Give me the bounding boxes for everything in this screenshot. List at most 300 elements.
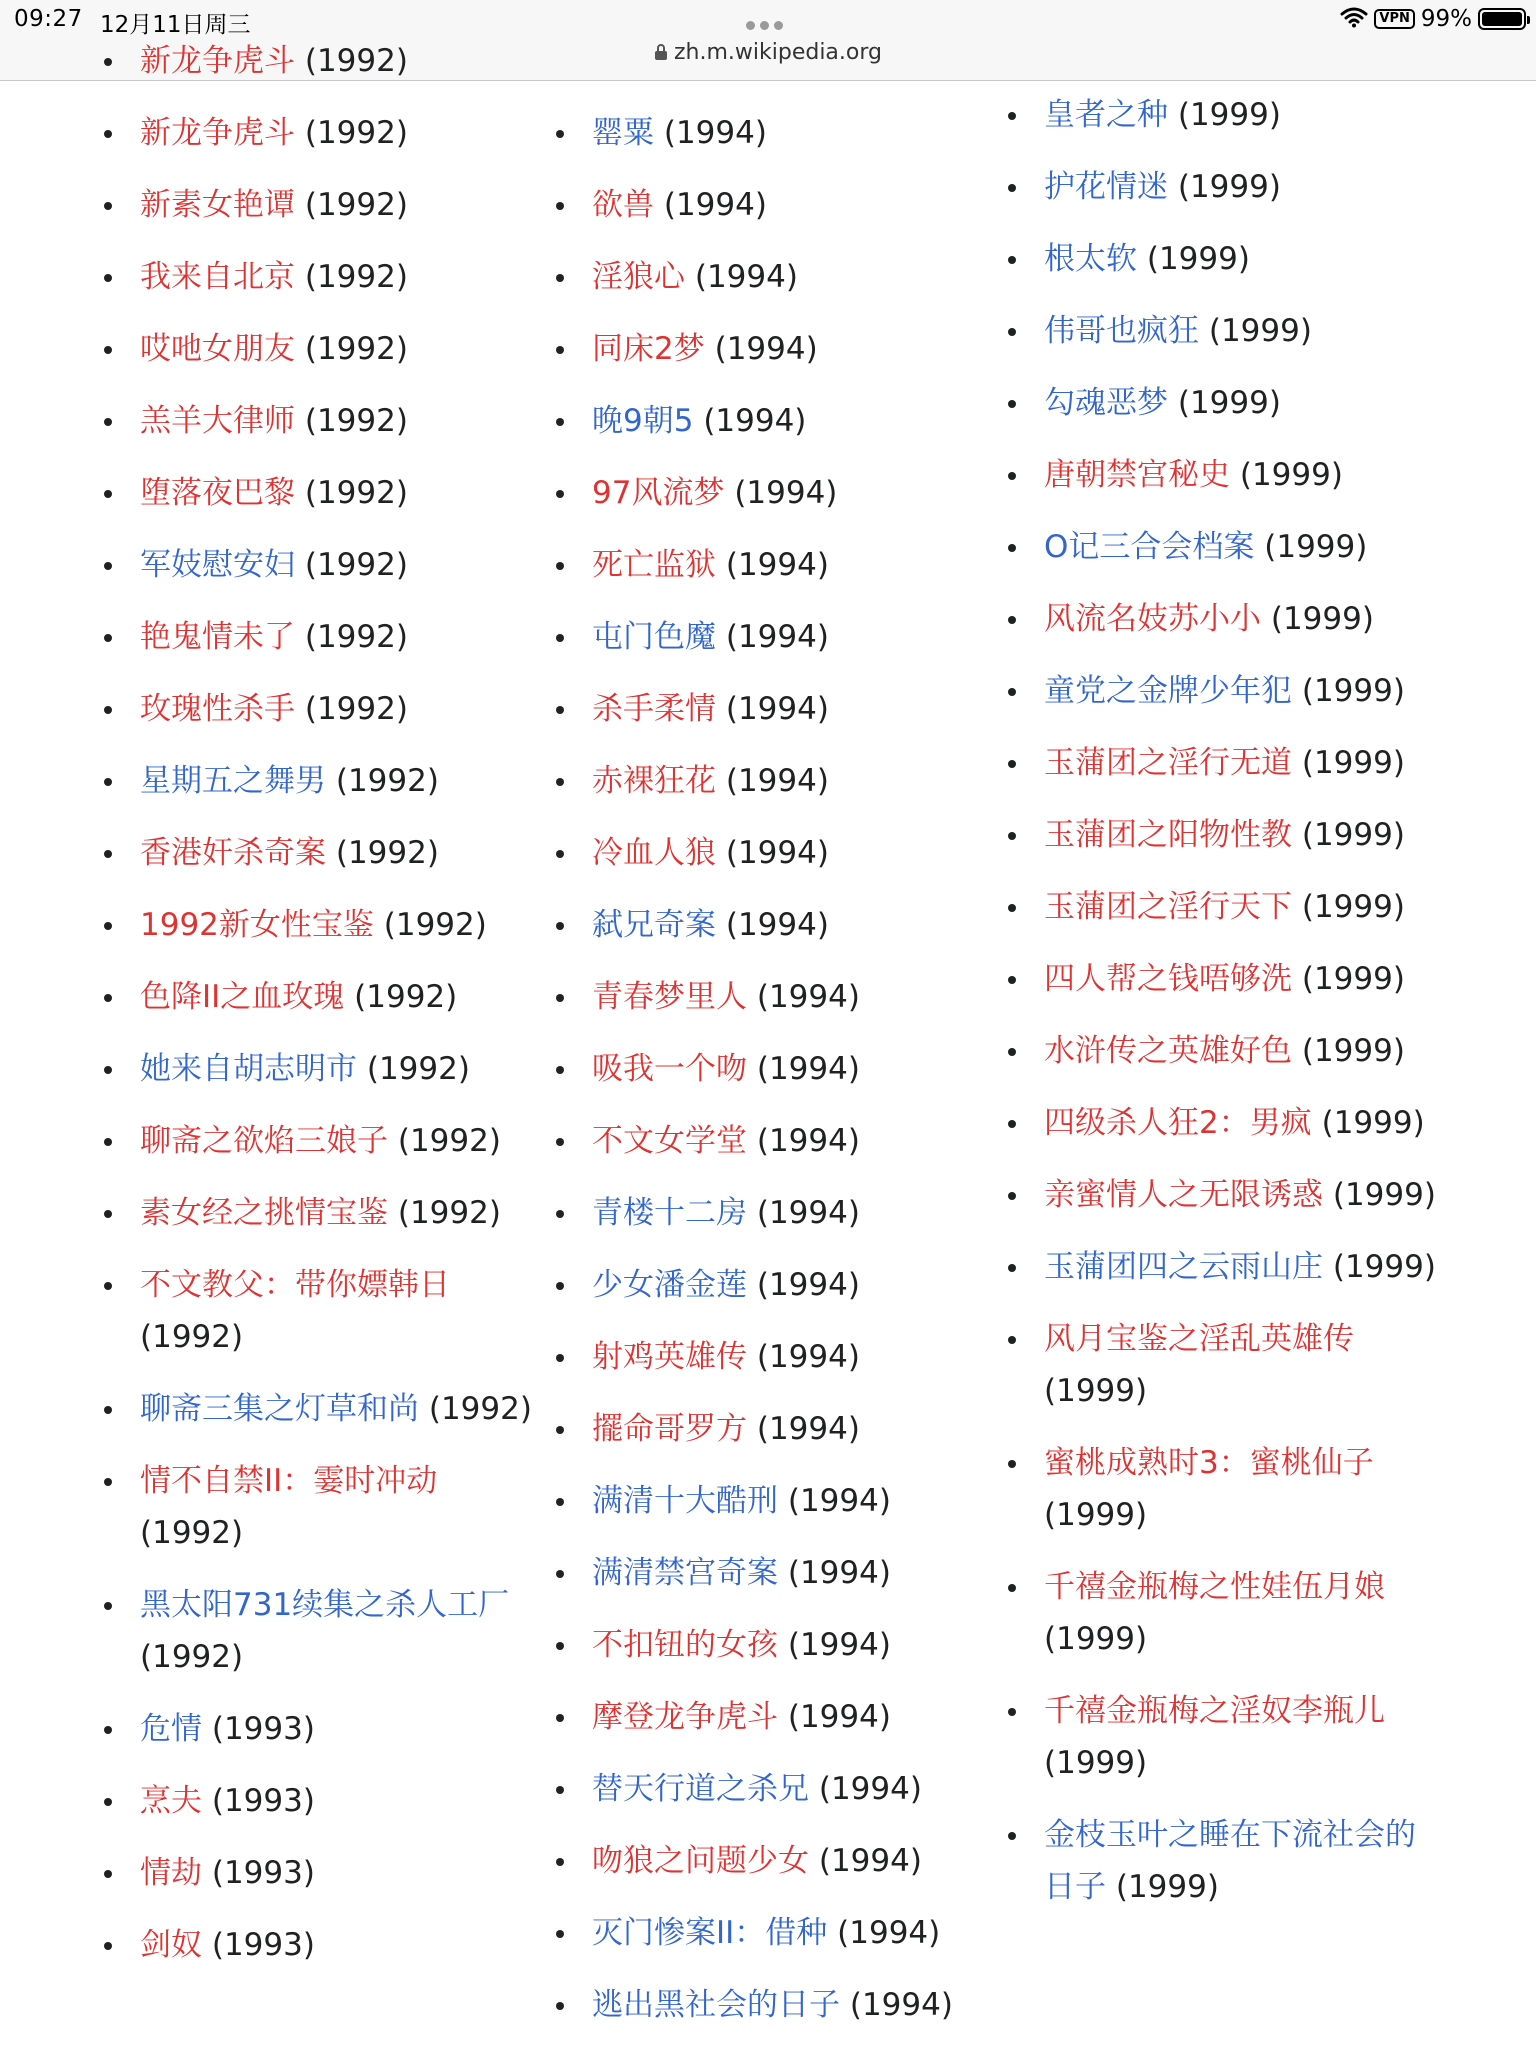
film-year: (1992) bbox=[304, 475, 408, 511]
film-year: (1992) bbox=[383, 907, 487, 943]
list-item bbox=[552, 611, 972, 663]
list-item bbox=[100, 467, 540, 519]
bullet-icon bbox=[104, 994, 112, 1002]
film-year: (1999) bbox=[1044, 1745, 1148, 1781]
film-link[interactable]: 情劫 bbox=[140, 1855, 202, 1891]
list-item bbox=[552, 1331, 972, 1383]
list-item bbox=[552, 467, 972, 519]
film-year: (1994) bbox=[725, 691, 829, 727]
list-item bbox=[1004, 593, 1444, 645]
list-item bbox=[1004, 305, 1444, 357]
film-link[interactable]: 烹夫 bbox=[140, 1783, 202, 1819]
bullet-icon bbox=[556, 706, 564, 714]
list-item bbox=[100, 179, 540, 231]
film-link[interactable]: 勾魂恶梦 bbox=[1044, 385, 1168, 421]
film-year: (1992) bbox=[335, 763, 439, 799]
list-item bbox=[100, 1383, 540, 1435]
film-link[interactable]: 黑太阳731续集之杀人工厂 bbox=[140, 1587, 510, 1623]
list-item bbox=[552, 323, 972, 375]
list-item bbox=[1004, 521, 1444, 573]
bullet-icon bbox=[556, 1354, 564, 1362]
list-item bbox=[552, 1835, 972, 1887]
film-year: (1994) bbox=[787, 1483, 891, 1519]
bullet-icon bbox=[556, 490, 564, 498]
list-item bbox=[100, 395, 540, 447]
film-year: (1999) bbox=[1044, 1497, 1148, 1533]
film-link[interactable]: 不文教父：带你嫖韩日 bbox=[140, 1267, 450, 1303]
film-link[interactable]: 水浒传之英雄好色 bbox=[1044, 1033, 1292, 1069]
list-item bbox=[100, 323, 540, 375]
film-link[interactable]: 满清禁宫奇案 bbox=[592, 1555, 778, 1591]
film-year: (1992) bbox=[304, 547, 408, 583]
film-year: (1994) bbox=[725, 547, 829, 583]
film-year: (1992) bbox=[397, 1123, 501, 1159]
status-date: 12月11日周三 bbox=[100, 12, 251, 38]
film-link[interactable]: 千禧金瓶梅之淫奴李瓶儿 bbox=[1044, 1693, 1385, 1729]
list-item bbox=[100, 1455, 540, 1559]
film-column-3 bbox=[1004, 89, 1444, 1933]
list-item bbox=[1004, 953, 1444, 1005]
list-item bbox=[552, 179, 972, 231]
list-item bbox=[1004, 1809, 1444, 1913]
bullet-icon bbox=[556, 2002, 564, 2010]
film-year: (1992) bbox=[304, 187, 408, 223]
list-item bbox=[552, 683, 972, 735]
film-year: (1992) bbox=[335, 835, 439, 871]
film-year: (1994) bbox=[725, 763, 829, 799]
film-year: (1994) bbox=[787, 1627, 891, 1663]
lock-icon bbox=[654, 42, 668, 67]
list-item bbox=[552, 899, 972, 951]
bullet-icon bbox=[1008, 832, 1016, 840]
battery-percentage: 99% bbox=[1420, 6, 1472, 32]
list-item bbox=[1004, 449, 1444, 501]
bullet-icon bbox=[556, 1786, 564, 1794]
bullet-icon bbox=[1008, 688, 1016, 696]
bullet-icon bbox=[104, 1602, 112, 1610]
film-link[interactable]: 玫瑰性杀手 bbox=[140, 691, 295, 727]
list-item bbox=[1004, 1561, 1444, 1665]
list-item bbox=[100, 755, 540, 807]
bullet-icon bbox=[556, 1930, 564, 1938]
film-year: (1994) bbox=[734, 475, 838, 511]
more-dots-icon[interactable] bbox=[746, 15, 790, 25]
bullet-icon bbox=[1008, 328, 1016, 336]
bullet-icon bbox=[556, 1858, 564, 1866]
film-link[interactable]: 冷血人狼 bbox=[592, 835, 716, 871]
film-link[interactable]: 她来自胡志明市 bbox=[140, 1051, 357, 1087]
film-year: (1994) bbox=[787, 1699, 891, 1735]
film-year: (1994) bbox=[725, 907, 829, 943]
list-item bbox=[100, 1579, 540, 1683]
bullet-icon bbox=[1008, 544, 1016, 552]
battery-icon bbox=[1478, 8, 1526, 30]
film-link[interactable]: 屯门色魔 bbox=[592, 619, 716, 655]
film-link[interactable]: 军妓慰安妇 bbox=[140, 547, 295, 583]
bullet-icon bbox=[1008, 112, 1016, 120]
vpn-badge: VPN bbox=[1374, 9, 1414, 29]
film-link[interactable]: 哎吔女朋友 bbox=[140, 331, 295, 367]
film-year: (1994) bbox=[725, 835, 829, 871]
film-year: (1999) bbox=[1270, 601, 1374, 637]
list-item bbox=[552, 1475, 972, 1527]
bullet-icon bbox=[556, 994, 564, 1002]
film-link[interactable]: 玉蒲团之淫行无道 bbox=[1044, 745, 1292, 781]
film-link[interactable]: 1992新女性宝鉴 bbox=[140, 907, 374, 943]
bullet-icon bbox=[104, 130, 112, 138]
film-year: (1994) bbox=[714, 331, 818, 367]
film-year: (1999) bbox=[1146, 241, 1250, 277]
bullet-icon bbox=[104, 1282, 112, 1290]
wifi-icon bbox=[1340, 6, 1368, 32]
film-link[interactable]: 玉蒲团之淫行天下 bbox=[1044, 889, 1292, 925]
bullet-icon bbox=[104, 562, 112, 570]
bullet-icon bbox=[556, 562, 564, 570]
bullet-icon bbox=[104, 202, 112, 210]
bullet-icon bbox=[104, 706, 112, 714]
film-year: (1999) bbox=[1044, 1621, 1148, 1657]
film-link[interactable]: 欲兽 bbox=[592, 187, 654, 223]
film-year: (1994) bbox=[756, 1051, 860, 1087]
film-link[interactable]: 我来自北京 bbox=[140, 259, 295, 295]
list-item bbox=[1004, 809, 1444, 861]
list-item bbox=[100, 1703, 540, 1755]
film-link[interactable]: 剑奴 bbox=[140, 1927, 202, 1963]
film-link[interactable]: 替天行道之杀兄 bbox=[592, 1771, 809, 1807]
bullet-icon bbox=[104, 418, 112, 426]
bullet-icon bbox=[556, 634, 564, 642]
bullet-icon bbox=[556, 130, 564, 138]
film-link[interactable]: 青楼十二房 bbox=[592, 1195, 747, 1231]
film-link[interactable]: 少女潘金莲 bbox=[592, 1267, 747, 1303]
list-item bbox=[100, 611, 540, 663]
film-link[interactable]: 风流名妓苏小小 bbox=[1044, 601, 1261, 637]
list-item bbox=[552, 1763, 972, 1815]
bullet-icon bbox=[556, 1066, 564, 1074]
list-item bbox=[1004, 737, 1444, 789]
list-item bbox=[100, 899, 540, 951]
list-item bbox=[1004, 233, 1444, 285]
battery-level bbox=[1482, 12, 1522, 26]
film-link[interactable]: 唐朝禁宫秘史 bbox=[1044, 457, 1230, 493]
bullet-icon bbox=[556, 1282, 564, 1290]
film-year: (1999) bbox=[1177, 169, 1281, 205]
film-link[interactable]: 色降II之血玫瑰 bbox=[140, 979, 345, 1015]
bullet-icon bbox=[556, 1138, 564, 1146]
bullet-icon bbox=[556, 1426, 564, 1434]
bullet-icon bbox=[1008, 976, 1016, 984]
film-year: (1999) bbox=[1301, 817, 1405, 853]
film-link[interactable]: 青春梦里人 bbox=[592, 979, 747, 1015]
film-link[interactable]: 艳鬼情未了 bbox=[140, 619, 295, 655]
film-link[interactable]: 逃出黑社会的日子 bbox=[592, 1987, 840, 2023]
bullet-icon bbox=[1008, 256, 1016, 264]
film-link[interactable]: 素女经之挑情宝鉴 bbox=[140, 1195, 388, 1231]
film-link[interactable]: 新龙争虎斗 bbox=[140, 43, 295, 79]
film-year: (1999) bbox=[1301, 1033, 1405, 1069]
bullet-icon bbox=[556, 1498, 564, 1506]
bullet-icon bbox=[104, 922, 112, 930]
film-link[interactable]: 吻狼之问题少女 bbox=[592, 1843, 809, 1879]
bullet-icon bbox=[556, 778, 564, 786]
film-column-2 bbox=[552, 107, 972, 2051]
list-item bbox=[1004, 89, 1444, 141]
list-item bbox=[552, 395, 972, 447]
film-year: (1992) bbox=[366, 1051, 470, 1087]
film-year: (1994) bbox=[663, 187, 767, 223]
film-link[interactable]: 亲蜜情人之无限诱惑 bbox=[1044, 1177, 1323, 1213]
film-year: (1992) bbox=[304, 331, 408, 367]
film-year: (1999) bbox=[1301, 673, 1405, 709]
film-year: (1992) bbox=[304, 115, 408, 151]
film-link[interactable]: 97风流梦 bbox=[592, 475, 725, 511]
bullet-icon bbox=[1008, 1584, 1016, 1592]
film-year: (1992) bbox=[428, 1391, 532, 1427]
film-year: (1999) bbox=[1177, 97, 1281, 133]
film-link[interactable]: 玉蒲团四之云雨山庄 bbox=[1044, 1249, 1323, 1285]
bullet-icon bbox=[104, 1798, 112, 1806]
list-item bbox=[1004, 1169, 1444, 1221]
film-year: (1999) bbox=[1115, 1869, 1219, 1905]
film-year: (1999) bbox=[1332, 1177, 1436, 1213]
bullet-icon bbox=[1008, 1264, 1016, 1272]
bullet-icon bbox=[556, 202, 564, 210]
film-year: (1994) bbox=[849, 1987, 953, 2023]
bullet-icon bbox=[556, 1642, 564, 1650]
bullet-icon bbox=[556, 1714, 564, 1722]
list-item bbox=[100, 1187, 540, 1239]
list-item bbox=[1004, 377, 1444, 429]
film-year: (1994) bbox=[818, 1843, 922, 1879]
film-link[interactable]: 新素女艳谭 bbox=[140, 187, 295, 223]
film-link[interactable]: 死亡监狱 bbox=[592, 547, 716, 583]
film-link[interactable]: 四人帮之钱唔够洗 bbox=[1044, 961, 1292, 997]
film-year: (1994) bbox=[694, 259, 798, 295]
list-item bbox=[100, 107, 540, 159]
list-item bbox=[552, 755, 972, 807]
bullet-icon bbox=[556, 1210, 564, 1218]
list-item bbox=[1004, 1437, 1444, 1541]
list-item bbox=[100, 35, 540, 87]
list-item bbox=[100, 971, 540, 1023]
film-link[interactable]: 玉蒲团之阳物性教 bbox=[1044, 817, 1292, 853]
film-link[interactable]: 不扣钮的女孩 bbox=[592, 1627, 778, 1663]
bullet-icon bbox=[556, 346, 564, 354]
film-year: (1994) bbox=[756, 979, 860, 1015]
bullet-icon bbox=[556, 274, 564, 282]
film-link[interactable]: 赤裸狂花 bbox=[592, 763, 716, 799]
film-link[interactable]: 擺命哥罗方 bbox=[592, 1411, 747, 1447]
list-item bbox=[100, 1775, 540, 1827]
film-year: (1999) bbox=[1301, 961, 1405, 997]
list-item bbox=[100, 539, 540, 591]
bullet-icon bbox=[1008, 184, 1016, 192]
film-year: (1992) bbox=[304, 259, 408, 295]
list-item bbox=[100, 1259, 540, 1363]
list-item bbox=[552, 1907, 972, 1959]
film-year: (1993) bbox=[211, 1711, 315, 1747]
list-item bbox=[552, 827, 972, 879]
bullet-icon bbox=[1008, 400, 1016, 408]
film-link[interactable]: 千禧金瓶梅之性娃伍月娘 bbox=[1044, 1569, 1385, 1605]
list-item bbox=[1004, 161, 1444, 213]
film-link[interactable]: 满清十大酷刑 bbox=[592, 1483, 778, 1519]
bullet-icon bbox=[1008, 616, 1016, 624]
film-link[interactable]: 情不自禁II：霎时冲动 bbox=[140, 1463, 438, 1499]
film-year: (1993) bbox=[211, 1783, 315, 1819]
film-link[interactable]: 星期五之舞男 bbox=[140, 763, 326, 799]
film-year: (1994) bbox=[837, 1915, 941, 1951]
film-link[interactable]: 同床2梦 bbox=[592, 331, 705, 367]
film-year: (1999) bbox=[1332, 1249, 1436, 1285]
bullet-icon bbox=[1008, 1120, 1016, 1128]
film-year: (1992) bbox=[354, 979, 458, 1015]
film-year: (1999) bbox=[1239, 457, 1343, 493]
list-item bbox=[552, 1979, 972, 2031]
list-item bbox=[552, 1691, 972, 1743]
film-link[interactable]: 淫狼心 bbox=[592, 259, 685, 295]
list-item bbox=[1004, 1685, 1444, 1789]
film-year: (1999) bbox=[1177, 385, 1281, 421]
film-year: (1994) bbox=[756, 1267, 860, 1303]
film-year: (1999) bbox=[1208, 313, 1312, 349]
film-link[interactable]: 不文女学堂 bbox=[592, 1123, 747, 1159]
film-year: (1999) bbox=[1321, 1105, 1425, 1141]
film-link[interactable]: 四级杀人狂2：男疯 bbox=[1044, 1105, 1312, 1141]
film-link[interactable]: 风月宝鉴之淫乱英雄传 bbox=[1044, 1321, 1354, 1357]
bullet-icon bbox=[104, 850, 112, 858]
list-item bbox=[552, 1043, 972, 1095]
list-item bbox=[100, 1043, 540, 1095]
film-link[interactable]: 危情 bbox=[140, 1711, 202, 1747]
bullet-icon bbox=[1008, 1336, 1016, 1344]
film-year: (1992) bbox=[304, 43, 408, 79]
film-link[interactable]: 罂粟 bbox=[592, 115, 654, 151]
bullet-icon bbox=[104, 1870, 112, 1878]
bullet-icon bbox=[104, 1066, 112, 1074]
list-item bbox=[100, 1847, 540, 1899]
bullet-icon bbox=[556, 418, 564, 426]
bullet-icon bbox=[104, 58, 112, 66]
film-link[interactable]: 羔羊大律师 bbox=[140, 403, 295, 439]
list-item bbox=[552, 251, 972, 303]
film-link[interactable]: 弑兄奇案 bbox=[592, 907, 716, 943]
bullet-icon bbox=[556, 922, 564, 930]
bullet-icon bbox=[104, 1210, 112, 1218]
film-link[interactable]: 新龙争虎斗 bbox=[140, 115, 295, 151]
bullet-icon bbox=[1008, 1832, 1016, 1840]
list-item bbox=[1004, 1313, 1444, 1417]
film-link[interactable]: 香港奸杀奇案 bbox=[140, 835, 326, 871]
list-item bbox=[100, 1115, 540, 1167]
list-item bbox=[552, 1115, 972, 1167]
film-link[interactable]: 杀手柔情 bbox=[592, 691, 716, 727]
film-year: (1994) bbox=[787, 1555, 891, 1591]
list-item bbox=[552, 539, 972, 591]
list-item bbox=[552, 1403, 972, 1455]
list-item bbox=[100, 827, 540, 879]
film-year: (1999) bbox=[1301, 889, 1405, 925]
bullet-icon bbox=[104, 1726, 112, 1734]
list-item bbox=[100, 683, 540, 735]
list-item bbox=[1004, 1241, 1444, 1293]
film-year: (1994) bbox=[703, 403, 807, 439]
film-link[interactable]: 射鸡英雄传 bbox=[592, 1339, 747, 1375]
film-year: (1993) bbox=[211, 1855, 315, 1891]
film-year: (1994) bbox=[663, 115, 767, 151]
film-link[interactable]: 堕落夜巴黎 bbox=[140, 475, 295, 511]
list-item bbox=[552, 1259, 972, 1311]
list-item bbox=[100, 251, 540, 303]
list-item bbox=[1004, 665, 1444, 717]
film-link[interactable]: 灭门惨案II：借种 bbox=[592, 1915, 828, 1951]
list-item bbox=[552, 971, 972, 1023]
film-year: (1994) bbox=[725, 619, 829, 655]
film-year: (1994) bbox=[756, 1339, 860, 1375]
film-link[interactable]: 根太软 bbox=[1044, 241, 1137, 277]
list-item bbox=[552, 1547, 972, 1599]
film-link[interactable]: 护花情迷 bbox=[1044, 169, 1168, 205]
list-item bbox=[1004, 881, 1444, 933]
film-link[interactable]: 童党之金牌少年犯 bbox=[1044, 673, 1292, 709]
film-year: (1992) bbox=[304, 403, 408, 439]
status-right bbox=[1340, 6, 1526, 32]
film-year: (1992) bbox=[140, 1515, 244, 1551]
film-column-1 bbox=[100, 35, 540, 1991]
list-item bbox=[100, 1919, 540, 1971]
list-item bbox=[552, 1619, 972, 1671]
film-link[interactable]: 晚9朝5 bbox=[592, 403, 694, 439]
film-year: (1999) bbox=[1301, 745, 1405, 781]
list-item bbox=[1004, 1025, 1444, 1077]
film-link[interactable]: 皇者之种 bbox=[1044, 97, 1168, 133]
film-year: (1994) bbox=[756, 1195, 860, 1231]
film-link[interactable]: 聊斋三集之灯草和尚 bbox=[140, 1391, 419, 1427]
url-text: zh.m.wikipedia.org bbox=[673, 40, 882, 65]
list-item bbox=[552, 107, 972, 159]
film-year: (1992) bbox=[140, 1319, 244, 1355]
bullet-icon bbox=[104, 1942, 112, 1950]
bullet-icon bbox=[1008, 1048, 1016, 1056]
film-link[interactable]: 吸我一个吻 bbox=[592, 1051, 747, 1087]
bullet-icon bbox=[104, 1406, 112, 1414]
film-link[interactable]: 伟哥也疯狂 bbox=[1044, 313, 1199, 349]
bullet-icon bbox=[1008, 1708, 1016, 1716]
bullet-icon bbox=[104, 634, 112, 642]
film-link[interactable]: 蜜桃成熟时3：蜜桃仙子 bbox=[1044, 1445, 1374, 1481]
film-link[interactable]: 聊斋之欲焰三娘子 bbox=[140, 1123, 388, 1159]
film-year: (1999) bbox=[1044, 1373, 1148, 1409]
bullet-icon bbox=[1008, 904, 1016, 912]
status-time: 09:27 bbox=[14, 6, 83, 32]
film-link[interactable]: O记三合会档案 bbox=[1044, 529, 1255, 565]
bullet-icon bbox=[556, 1570, 564, 1578]
film-link[interactable]: 金枝玉叶之睡在下流社会的日子 bbox=[1044, 1817, 1416, 1905]
film-year: (1992) bbox=[397, 1195, 501, 1231]
film-link[interactable]: 摩登龙争虎斗 bbox=[592, 1699, 778, 1735]
bullet-icon bbox=[104, 1138, 112, 1146]
bullet-icon bbox=[104, 1478, 112, 1486]
bullet-icon bbox=[1008, 760, 1016, 768]
film-year: (1994) bbox=[756, 1411, 860, 1447]
film-year: (1992) bbox=[304, 619, 408, 655]
bullet-icon bbox=[104, 274, 112, 282]
bullet-icon bbox=[1008, 1460, 1016, 1468]
film-year: (1993) bbox=[211, 1927, 315, 1963]
bullet-icon bbox=[104, 490, 112, 498]
film-year: (1999) bbox=[1264, 529, 1368, 565]
list-item bbox=[552, 1187, 972, 1239]
